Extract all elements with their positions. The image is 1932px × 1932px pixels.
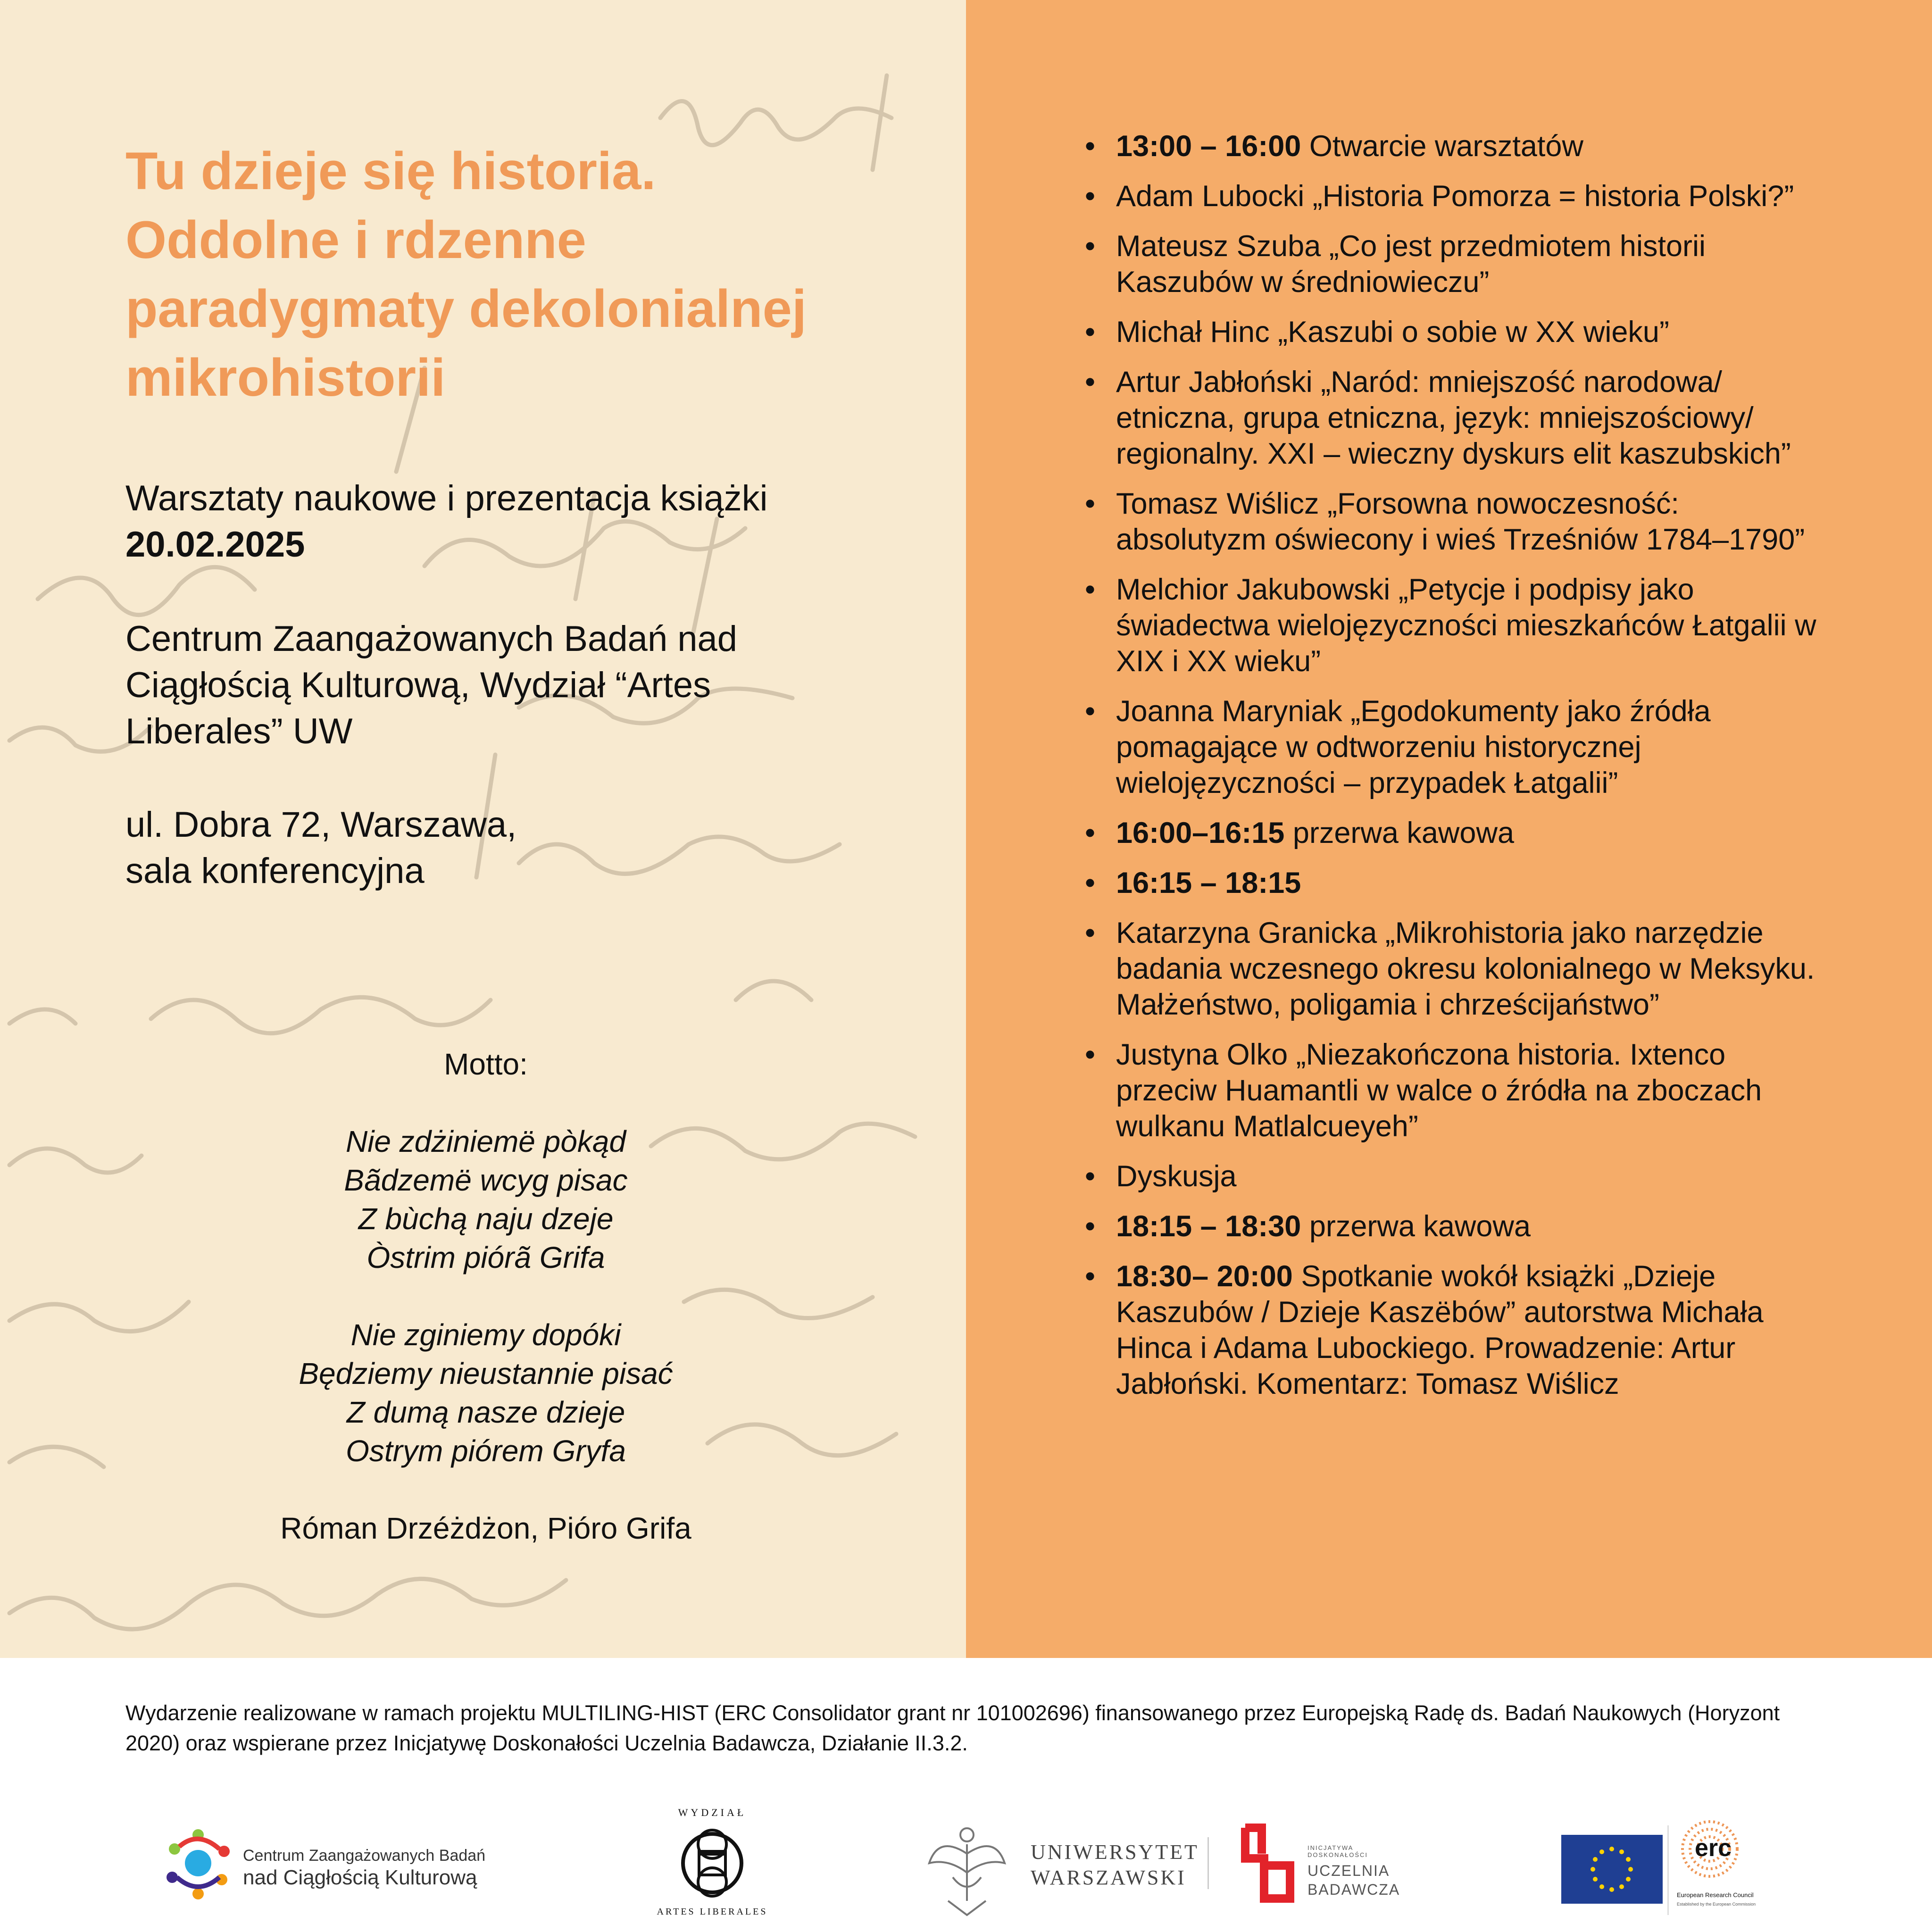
event-date: 20.02.2025 bbox=[125, 525, 305, 565]
schedule-item bbox=[1085, 1208, 1821, 1244]
funding-footnote: Wydarzenie realizowane w ramach projektu MULTILING-HIST (ERC Consolidator grant nr 101002696) finansowanego przez Europejską Radę ds. Badań Naukowych (Horyzont 2020) oraz wspierane przez Inicjatywę Doskonałości Uczelnia Badawcza, Działanie II.3.2. bbox=[125, 1701, 1780, 1755]
schedule-text: Mateusz Szuba „Co jest przedmiotem historii Kaszubów w średniowieczu” bbox=[1116, 230, 1706, 299]
left-panel bbox=[0, 0, 966, 1658]
schedule-text: Tomasz Wiślicz „Forsowna nowoczesność: absolutyzm oświecony i wieś Trześniów 1784–1790” bbox=[1116, 487, 1805, 556]
venue-line: Centrum Zaangażowanych Badań nad bbox=[125, 619, 738, 659]
schedule-item bbox=[1085, 1037, 1821, 1144]
motto-line-kashubian: Nie zdżiniemë pòkąd bbox=[345, 1124, 626, 1158]
erc-name: European Research Council bbox=[1677, 1891, 1754, 1899]
idub-line: BADAWCZA bbox=[1307, 1881, 1400, 1898]
schedule-time: 16:15 – 18:15 bbox=[1116, 866, 1301, 899]
idub-line: UCZELNIA bbox=[1307, 1862, 1390, 1879]
eagle-icon bbox=[920, 1807, 1014, 1920]
schedule-text: Dyskusja bbox=[1116, 1160, 1237, 1193]
uw-line: UNIWERSYTET bbox=[1031, 1840, 1199, 1864]
uw-logo bbox=[920, 1807, 1199, 1920]
eu-erc-logos bbox=[1561, 1816, 1825, 1920]
schedule-text: przerwa kawowa bbox=[1284, 816, 1514, 849]
schedule-text: Michał Hinc „Kaszubi o sobie w XX wieku” bbox=[1116, 316, 1669, 349]
uw-line: WARSZAWSKI bbox=[1031, 1866, 1186, 1889]
schedule-text: Joanna Maryniak „Egodokumenty jako źródła pomagające w odtworzeniu historycznej wielojęzyczności – przypadek Łatgalii” bbox=[1116, 695, 1711, 799]
schedule-item bbox=[1085, 486, 1821, 558]
schedule-text: Melchior Jakubowski „Petycje i podpisy jako świadectwa wielojęzyczności mieszkańców Łatgalii w XIX i XX wieku” bbox=[1116, 573, 1816, 678]
erc-subtitle: Established by the European Commission bbox=[1677, 1902, 1756, 1907]
address-line: sala konferencyjna bbox=[125, 851, 425, 891]
schedule-item bbox=[1085, 693, 1821, 801]
address-line: ul. Dobra 72, Warszawa, bbox=[125, 805, 517, 845]
motto-label: Motto: bbox=[444, 1047, 528, 1081]
title-line: paradygmaty dekolonialnej bbox=[125, 279, 807, 338]
schedule-text: Justyna Olko „Niezakończona historia. Ixtenco przeciw Huamantli w walce o źródła na zboczach wulkanu Matlalcueyeh” bbox=[1116, 1038, 1762, 1143]
idub-mark-icon bbox=[1236, 1821, 1302, 1906]
venue-line: Ciągłością Kulturową, Wydział “Artes bbox=[125, 665, 711, 705]
schedule-text: Spotkanie wokół książki „Dzieje Kaszubów / Dzieje Kaszëbów” autorstwa Michała Hinca i Adama Lubockiego. Prowadzenie: Artur Jabłoński. Komentarz: Tomasz Wiślicz bbox=[1116, 1260, 1764, 1400]
eu-flag-icon bbox=[1561, 1835, 1663, 1904]
schedule-text: Otwarcie warsztatów bbox=[1301, 130, 1583, 163]
artes-liberales-emblem-icon bbox=[656, 1807, 769, 1920]
title-line: mikrohistorii bbox=[125, 348, 446, 407]
schedule-item bbox=[1085, 228, 1821, 300]
title-line: Oddolne i rdzenne bbox=[125, 210, 586, 269]
event-type-date bbox=[125, 475, 768, 568]
schedule-text: Adam Lubocki „Historia Pomorza = historia Polski?” bbox=[1116, 180, 1794, 213]
motto-line-kashubian: Z bùchą naju dzeje bbox=[358, 1202, 614, 1236]
al-top-text: WYDZIAŁ bbox=[678, 1807, 747, 1818]
schedule-item bbox=[1085, 915, 1821, 1023]
schedule-time: 18:30– 20:00 bbox=[1116, 1260, 1293, 1293]
schedule-item bbox=[1085, 865, 1821, 901]
schedule-list bbox=[1085, 128, 1821, 1416]
schedule-text: Katarzyna Granicka „Mikrohistoria jako narzędzie badania wczesnego okresu kolonialnego w Meksyku. Małżeństwo, poligamia i chrześcijaństwo” bbox=[1116, 916, 1815, 1021]
motto-line-kashubian: Òstrim piórã Grifa bbox=[366, 1241, 605, 1274]
schedule-item bbox=[1085, 314, 1821, 350]
czbck-logo bbox=[160, 1825, 509, 1901]
schedule-time: 18:15 – 18:30 bbox=[1116, 1210, 1301, 1243]
motto-line-polish: Będziemy nieustannie pisać bbox=[299, 1357, 673, 1391]
al-bottom-text: ARTES LIBERALES bbox=[657, 1907, 768, 1917]
event-type: Warsztaty naukowe i prezentacja książki bbox=[125, 478, 768, 518]
schedule-item bbox=[1085, 128, 1821, 164]
motto-line-polish: Ostrym piórem Gryfa bbox=[346, 1434, 626, 1468]
partner-logos bbox=[0, 1797, 1932, 1920]
schedule-item bbox=[1085, 572, 1821, 679]
erc-wordmark: erc bbox=[1695, 1834, 1732, 1862]
motto-line-polish: Z dumą nasze dzieje bbox=[346, 1395, 625, 1429]
schedule-time: 13:00 – 16:00 bbox=[1116, 130, 1301, 163]
schedule-item bbox=[1085, 178, 1821, 214]
czbck-line: nad Ciągłością Kulturową bbox=[243, 1866, 477, 1889]
title-line: Tu dzieje się historia. bbox=[125, 142, 656, 200]
czbck-line: Centrum Zaangażowanych Badań bbox=[243, 1847, 486, 1865]
logo-divider bbox=[1667, 1825, 1669, 1915]
event-venue bbox=[125, 616, 737, 755]
schedule-item bbox=[1085, 1158, 1821, 1194]
page-title bbox=[125, 137, 927, 412]
logo-divider bbox=[1208, 1837, 1209, 1889]
schedule-text: przerwa kawowa bbox=[1301, 1210, 1531, 1243]
event-address bbox=[125, 802, 516, 894]
czbck-logo-icon bbox=[160, 1825, 236, 1901]
schedule-text: Artur Jabłoński „Naród: mniejszość narodowa/ etniczna, grupa etniczna, język: mniejszościowy/ regionalny. XXI – wieczny dyskurs elit kaszubskich” bbox=[1116, 366, 1791, 470]
schedule-item bbox=[1085, 364, 1821, 472]
idub-logo bbox=[1236, 1821, 1400, 1906]
artes-liberales-logo bbox=[656, 1807, 769, 1920]
motto-line-kashubian: Bãdzemë wcyg pisac bbox=[344, 1163, 628, 1197]
schedule-item bbox=[1085, 1258, 1821, 1402]
idub-line: INICJATYWA DOSKONAŁOŚCI bbox=[1307, 1844, 1368, 1858]
motto-attribution: Róman Drzéżdżon, Pióro Grifa bbox=[280, 1511, 691, 1545]
schedule-item bbox=[1085, 815, 1821, 851]
venue-line: Liberales” UW bbox=[125, 711, 353, 751]
motto bbox=[198, 1045, 774, 1548]
schedule-time: 16:00–16:15 bbox=[1116, 816, 1285, 849]
motto-line-polish: Nie zginiemy dopóki bbox=[350, 1318, 621, 1352]
